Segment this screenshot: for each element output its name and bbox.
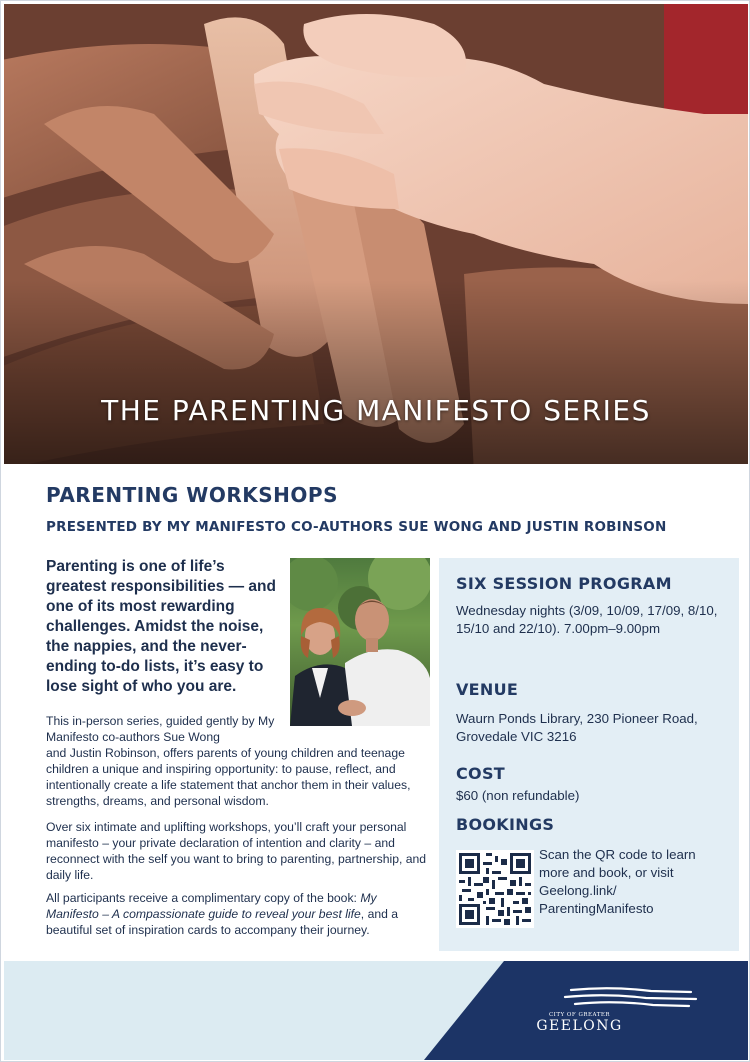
bookings-heading: BOOKINGS	[456, 815, 555, 834]
program-heading: SIX SESSION PROGRAM	[456, 574, 672, 593]
description-paragraph-1-rest: and Justin Robinson, offers parents of young children and teenage children a unique and inspiring opportunity: to pause, reflect, and intentionally create a life statement that anchor them in their values, strengths, dreams, and personal wisdom.	[46, 746, 411, 808]
description-paragraph-2: Over six intimate and uplifting workshops, you’ll craft your personal manifesto – your private declaration of intention and clarity – and reconnect with the self you want to bring to parenting, partnership, and daily life.	[46, 820, 427, 882]
book-offer-text-end: , and a beautiful set of inspiration cards to accompany their journey.	[46, 907, 399, 937]
presenters-subheading: PRESENTED BY MY MANIFESTO CO-AUTHORS SUE WONG AND JUSTIN ROBINSON	[46, 519, 667, 535]
book-offer-text: All participants receive a complimentary copy of the book:	[46, 891, 361, 905]
intro-paragraph: Parenting is one of life’s greatest responsibilities — and one of its most rewarding challenges. Amidst the noise, the nappies, and the never-ending to-do lists, it’s easy to lose sight of who you are.	[46, 558, 276, 695]
bookings-instructions: Scan the QR code to learn more and book, or visit Geelong.link/ ParentingManifesto	[539, 847, 696, 916]
description-paragraph-1-start: This in-person series, guided gently by My Manifesto co-authors Sue Wong	[46, 714, 275, 744]
workshops-heading: PARENTING WORKSHOPS	[46, 483, 338, 507]
details-panel	[439, 558, 739, 951]
authors-illustration	[290, 558, 430, 726]
cost-value: $60 (non refundable)	[456, 788, 580, 803]
geelong-logo-waves-icon	[561, 986, 701, 1012]
cost-heading: COST	[456, 764, 505, 783]
booking-qr-code[interactable]	[456, 850, 534, 928]
series-title: THE PARENTING MANIFESTO SERIES	[101, 394, 651, 427]
book-title: My Manifesto – A compassionate guide to reveal your best life	[46, 891, 377, 921]
description-paragraph-3	[46, 890, 431, 938]
logo-geelong: GEELONG	[536, 1018, 623, 1034]
description-paragraph-1	[46, 713, 431, 809]
authors-photo	[290, 558, 430, 726]
logo-city-of-greater: CITY OF GREATER	[548, 1012, 611, 1018]
venue-heading: VENUE	[456, 680, 519, 699]
qr-code-pattern	[456, 850, 534, 928]
venue-address: Waurn Ponds Library, 230 Pioneer Road, Grovedale VIC 3216	[456, 711, 698, 744]
hero-photo-hands	[4, 4, 748, 464]
program-dates: Wednesday nights (3/09, 10/09, 17/09, 8/10, 15/10 and 22/10). 7.00pm–9.00pm	[456, 603, 718, 636]
